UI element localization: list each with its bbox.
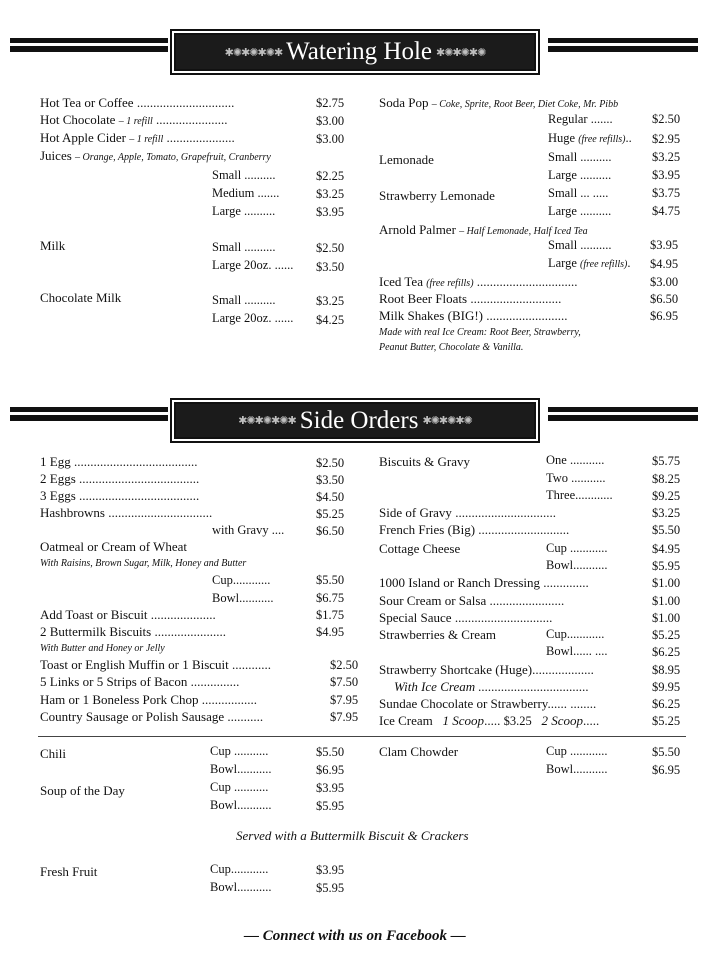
price: $2.50 <box>652 112 681 126</box>
price: $8.25 <box>652 472 681 486</box>
price: $3.00 <box>316 132 345 146</box>
decor-right-icon: ✱✺✱✺✱✺ <box>436 46 486 59</box>
size-option: Small .......... <box>548 238 612 252</box>
size-option: Bowl........... <box>212 591 274 605</box>
size-option: One ........... <box>546 453 605 467</box>
menu-item: Fresh Fruit <box>40 864 98 879</box>
price: $5.50 <box>316 573 345 587</box>
size-option: Bowl...... .... <box>546 644 608 658</box>
price: $7.95 <box>330 710 359 724</box>
price: $3.95 <box>650 238 679 252</box>
menu-item: Hot Apple Cider – 1 refill ..................... <box>40 130 235 145</box>
section-title: Side Orders <box>299 406 419 434</box>
menu-item: 2 Buttermilk Biscuits ...................... <box>40 624 226 639</box>
price: $6.95 <box>652 763 681 777</box>
price: $3.00 <box>650 275 679 289</box>
size-option: Cup............ <box>212 573 271 587</box>
header-bar-right <box>548 38 698 52</box>
price: $4.50 <box>316 490 345 504</box>
price: $6.75 <box>316 591 345 605</box>
size-option: Huge (free refills).. <box>548 131 632 145</box>
section-banner-side-orders <box>174 402 536 439</box>
price: $5.25 <box>316 507 345 521</box>
price: $5.50 <box>316 745 345 759</box>
size-option: Bowl........... <box>210 798 272 812</box>
price: $3.25 <box>652 150 681 164</box>
menu-item: Hashbrowns ................................ <box>40 505 213 520</box>
header-bar-left <box>10 38 168 52</box>
menu-item: Side of Gravy ............................... <box>379 505 556 520</box>
menu-item: Soup of the Day <box>40 783 125 798</box>
price: $3.25 <box>652 506 681 520</box>
decor-left-icon: ✱✺✱✺✱✺✱ <box>238 415 296 427</box>
price: $5.95 <box>652 559 681 573</box>
size-option: Cup ........... <box>210 744 269 758</box>
price: $6.25 <box>652 697 681 711</box>
price: $3.95 <box>316 205 345 219</box>
size-option: Large .......... <box>548 204 612 218</box>
price: $7.95 <box>330 693 359 707</box>
size-option: Small ... ..... <box>548 186 609 200</box>
menu-item: Sundae Chocolate or Strawberry...... ........ <box>379 696 597 711</box>
section-title: Watering Hole <box>286 38 433 65</box>
price: $4.95 <box>650 257 679 271</box>
menu-item: Oatmeal or Cream of Wheat <box>40 539 188 554</box>
price: $6.25 <box>652 645 681 659</box>
price: $3.95 <box>652 168 681 182</box>
size-option: Regular ....... <box>548 112 613 126</box>
menu-item: Arnold Palmer – Half Lemonade, Half Iced Tea <box>379 222 588 237</box>
size-option: Large .......... <box>548 168 612 182</box>
price: $1.00 <box>652 611 681 625</box>
price: $5.25 <box>652 628 681 642</box>
menu-item: Sour Cream or Salsa ....................... <box>379 593 565 608</box>
price: $2.75 <box>316 96 345 110</box>
price: $2.50 <box>330 658 359 672</box>
price: $6.95 <box>316 763 345 777</box>
menu-item: Hot Chocolate – 1 refill ...................... <box>40 112 228 127</box>
price: $7.50 <box>330 675 359 689</box>
header-bar-left <box>10 407 168 421</box>
size-option: Large (free refills). <box>548 256 631 270</box>
size-option: Small .......... <box>212 240 276 254</box>
size-option: Large 20oz. ...... <box>212 311 294 325</box>
size-option: Medium ....... <box>212 186 280 200</box>
menu-item: Root Beer Floats ............................ <box>379 291 562 306</box>
price: $3.95 <box>316 781 345 795</box>
size-option: Bowl........... <box>546 762 608 776</box>
price: $8.95 <box>652 663 681 677</box>
price: $4.75 <box>652 204 681 218</box>
section-banner-watering-hole <box>174 33 536 71</box>
size-option: Cup ........... <box>210 780 269 794</box>
price: $1.00 <box>652 576 681 590</box>
price: $2.50 <box>316 241 345 255</box>
decor-right-icon: ✱✺✱✺✱✺ <box>422 415 472 427</box>
price: $2.95 <box>652 132 681 146</box>
price: $2.50 <box>316 456 345 470</box>
size-option: Large .......... <box>212 204 276 218</box>
price: $4.25 <box>316 313 345 327</box>
size-option: Three............ <box>546 488 613 502</box>
price: $3.75 <box>652 186 681 200</box>
menu-item: Juices – Orange, Apple, Tomato, Grapefruit, Cranberry <box>40 148 271 163</box>
menu-item: Biscuits & Gravy <box>379 454 470 469</box>
menu-item: Ham or 1 Boneless Pork Chop ................. <box>40 692 258 707</box>
served-note: Served with a Buttermilk Biscuit & Crackers <box>236 828 469 843</box>
menu-item: Strawberries & Cream <box>379 627 496 642</box>
menu-item: Hot Tea or Coffee .............................. <box>40 95 235 110</box>
menu-item: Country Sausage or Polish Sausage ........... <box>40 709 264 724</box>
menu-item: Soda Pop – Coke, Sprite, Root Beer, Diet Coke, Mr. Pibb <box>379 95 619 110</box>
menu-item: Chocolate Milk <box>40 290 122 305</box>
size-option: Large 20oz. ...... <box>212 258 294 272</box>
item-note: With Raisins, Brown Sugar, Milk, Honey and Butter <box>40 558 247 569</box>
divider <box>38 736 686 737</box>
price: $4.95 <box>316 625 345 639</box>
menu-item: Lemonade <box>379 152 434 167</box>
menu-item: Milk Shakes (BIG!) ......................... <box>379 308 568 323</box>
price: $5.95 <box>316 799 345 813</box>
item-note: With Butter and Honey or Jelly <box>40 643 165 654</box>
price: $3.95 <box>316 863 345 877</box>
size-option: Small .......... <box>548 150 612 164</box>
size-option: Small .......... <box>212 293 276 307</box>
menu-item: Ice Cream 1 Scoop..... $3.25 2 Scoop..... <box>379 713 600 728</box>
price: $5.25 <box>652 714 681 728</box>
decor-left-icon: ✱✺✱✺✱✺✱ <box>224 46 283 59</box>
menu-item: 2 Eggs ..................................... <box>40 471 200 486</box>
item-note: Made with real Ice Cream: Root Beer, Strawberry, <box>379 327 581 338</box>
menu-item: Special Sauce .............................. <box>379 610 553 625</box>
price: $4.95 <box>652 542 681 556</box>
size-option: Bowl........... <box>210 762 272 776</box>
size-option: Bowl........... <box>210 880 272 894</box>
header-bar-right <box>548 407 698 421</box>
menu-item: 5 Links or 5 Strips of Bacon ............... <box>40 674 240 689</box>
price: $3.50 <box>316 473 345 487</box>
size-option: Two ........... <box>546 471 606 485</box>
menu-item: Add Toast or Biscuit .................... <box>40 607 216 622</box>
price: $6.50 <box>650 292 679 306</box>
price: $3.00 <box>316 114 345 128</box>
menu-item: 3 Eggs ..................................... <box>40 488 200 503</box>
price: $2.25 <box>316 169 345 183</box>
price: $9.95 <box>652 680 681 694</box>
menu-item: With Ice Cream .................................. <box>394 679 589 694</box>
price: $3.25 <box>316 187 345 201</box>
price: $9.25 <box>652 489 681 503</box>
price: $5.50 <box>652 745 681 759</box>
menu-item: Clam Chowder <box>379 744 459 759</box>
size-option: Bowl........... <box>546 558 608 572</box>
price: $6.50 <box>316 524 345 538</box>
price: $1.75 <box>316 608 345 622</box>
menu-item: 1000 Island or Ranch Dressing .............. <box>379 575 589 590</box>
menu-item: Chili <box>40 746 67 761</box>
price: $5.95 <box>316 881 345 895</box>
size-option: Cup ............ <box>546 744 608 758</box>
price: $3.25 <box>316 294 345 308</box>
menu-item: Iced Tea (free refills) ............................... <box>379 274 578 289</box>
size-option: Cup ............ <box>546 541 608 555</box>
item-note: Peanut Butter, Chocolate & Vanilla. <box>379 342 524 353</box>
price: $5.50 <box>652 523 681 537</box>
menu-item: Toast or English Muffin or 1 Biscuit ............ <box>40 657 272 672</box>
menu-item: Milk <box>40 238 66 253</box>
size-option: Cup............ <box>546 627 605 641</box>
size-option: Cup............ <box>210 862 269 876</box>
size-option: Small .......... <box>212 168 276 182</box>
size-option: with Gravy .... <box>212 523 285 537</box>
price: $3.50 <box>316 260 345 274</box>
menu-item: Strawberry Shortcake (Huge)................... <box>379 662 594 677</box>
menu-item: French Fries (Big) ............................ <box>379 522 570 537</box>
menu-item: 1 Egg ...................................... <box>40 454 198 469</box>
price: $1.00 <box>652 594 681 608</box>
footer-facebook: — Connect with us on Facebook — <box>244 928 466 944</box>
price: $5.75 <box>652 454 681 468</box>
menu-item: Strawberry Lemonade <box>379 188 495 203</box>
menu-item: Cottage Cheese <box>379 541 461 556</box>
price: $6.95 <box>650 309 679 323</box>
